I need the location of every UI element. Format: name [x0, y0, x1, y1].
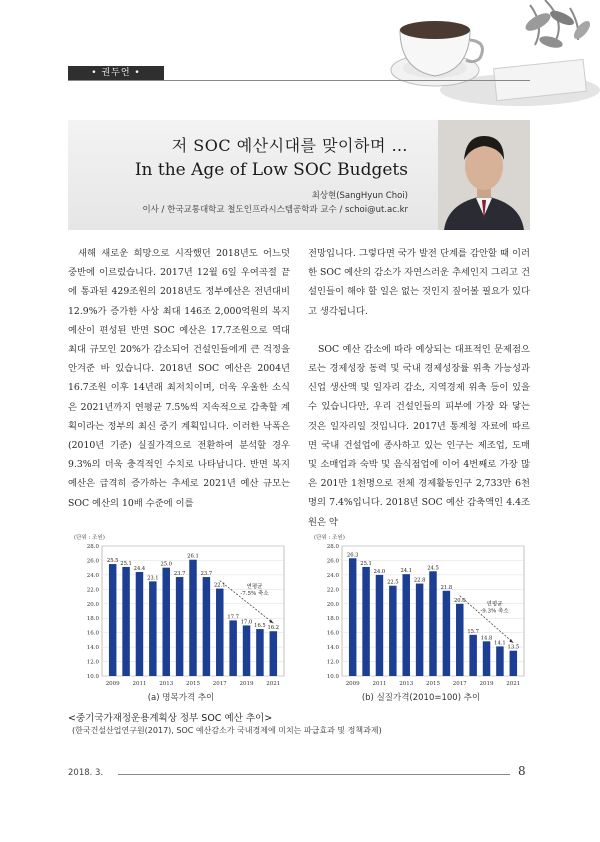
body-paragraph: SOC 예산 감소에 따라 예상되는 대표적인 문제점으로는 경제성장 동력 및 국내 경제성장률 위축 가능성과 신업 생산액 및 일자리 감소, 지역경제 위축 등이 있을 수 있습니다만, 우리 건설인들의 피부에 가장 와 닿는 것은 일자리일 것입니다. 2017년 통계청 자료에 따르면 국내 건설업에 종사하고 있는 인구는 제조업, 도매 및 소매업과 숙박 및 음식점업에 이어 4번째로 가장 많은 201만 1천명으로 전체 경제활동인구 2,733만 6천명의 7.4%입니다. 2018년 SOC 예산 감축액인 4.4조원은 약: [308, 343, 530, 528]
bar: [189, 560, 196, 676]
data-label: 13.5: [507, 644, 520, 651]
section-tag: • 권두언 •: [68, 66, 164, 80]
data-label: 25.1: [120, 560, 132, 567]
y-tick-label: 22.0: [86, 587, 99, 594]
data-label: 24.1: [400, 568, 413, 575]
body-column-right: [308, 244, 530, 532]
data-label: 17.7: [227, 614, 239, 621]
data-label: 16.2: [267, 625, 280, 632]
y-tick-label: 18.0: [86, 616, 99, 623]
x-tick-label: 2009: [345, 681, 360, 687]
bar: [243, 625, 250, 676]
data-label: 26.3: [346, 552, 359, 559]
trend-annotation: 연평균: [246, 583, 263, 590]
y-tick-label: 26.0: [326, 558, 339, 565]
author-affiliation: 이사 / 한국교통대학교 철도인프라시스템공학과 교수 / schoi@ut.ac.kr: [142, 205, 408, 215]
data-label: 24.4: [133, 566, 146, 572]
bar: [429, 571, 436, 676]
data-label: 23.7: [173, 571, 186, 578]
y-tick-label: 24.0: [326, 572, 339, 579]
bar: [136, 572, 143, 676]
author-name: 최상현(SangHyun Choi): [311, 191, 408, 201]
page-number: 8: [518, 764, 526, 778]
x-tick-label: 2013: [159, 681, 174, 687]
data-label: 25.5: [106, 558, 119, 565]
data-label: 22.8: [413, 577, 426, 584]
x-tick-label: 2011: [372, 681, 387, 687]
y-tick-label: 14.0: [86, 645, 99, 652]
data-label: 26.1: [187, 553, 199, 560]
x-tick-label: 2015: [186, 681, 200, 687]
x-tick-label: 2011: [132, 681, 147, 687]
chart-caption: (a) 명목가격 추이: [147, 693, 215, 703]
data-label: 14.1: [494, 640, 506, 647]
y-tick-label: 16.0: [326, 630, 339, 637]
y-tick-label: 22.0: [326, 587, 339, 594]
trend-annotation: 연평균: [486, 601, 503, 608]
x-tick-label: 2015: [426, 681, 440, 687]
data-label: 14.8: [480, 635, 493, 642]
data-label: 15.7: [467, 628, 479, 635]
bar: [443, 591, 450, 676]
x-tick-label: 2009: [105, 681, 120, 687]
y-tick-label: 28.0: [326, 544, 339, 550]
bar: [510, 651, 517, 676]
body-paragraph: 새해 새로운 희망으로 시작했던 2018년도 어느덧 중반에 이르렀습니다. 2017년 12월 6일 우여곡절 끝에 통과된 429조원의 2018년도 정부예산은 전년대비 12.9%가 증가한 사상 최대 146조 2,000억원의 복지 예산이 편성된 반면 SOC 예산은 17.7조원으로 역대 최대 규모인 20%가 감소되어 건설인들에게 큰 걱정을 안겨준 바 있습니다. 2018년 SOC 예산은 2004년 16.7조원 이후 14년래 최저치이며, 더욱 우울한 소식은 2021년까지 연평균 7.5%씩 지속적으로 감축할 계획이라는 정부의 최신 중기 계획입니다. 이러한 낙폭은 (2010년 기준) 실질가격으로 전환하여 분석할 경우 9.3%의 더욱 충격적인 수치로 나타납니다. 반면 복지예산은 급격히 증가하는 추세로 2021년 예산 규모는 SOC 예산의 10배 수준에 이를: [68, 248, 290, 509]
x-tick-label: 2019: [239, 681, 254, 687]
body-paragraph: 전망입니다. 그렇다면 국가 발전 단계를 감안할 때 이러한 SOC 예산의 감소가 자연스러운 추세인지 그리고 건설인들이 해야 할 일은 없는 것인지 짚어볼 필요가 있다고 생각됩니다.: [308, 248, 530, 317]
data-label: 25.0: [160, 561, 173, 568]
y-tick-label: 14.0: [326, 645, 339, 652]
bar: [256, 629, 263, 676]
trend-annotation: -7.5% 축소: [240, 590, 269, 597]
bar: [469, 635, 476, 676]
bar: [349, 558, 356, 676]
data-label: 22.1: [213, 582, 226, 589]
chart-caption: (b) 실질가격(2010=100) 추이: [361, 693, 481, 703]
y-tick-label: 26.0: [86, 558, 99, 565]
article-title-korean: 저 SOC 예산시대를 맞이하며 …: [171, 136, 408, 155]
y-tick-label: 16.0: [86, 630, 99, 637]
article-title-english: In the Age of Low SOC Budgets: [134, 160, 408, 180]
data-label: 24.5: [427, 565, 439, 572]
footer-divider: [118, 774, 510, 775]
y-tick-label: 28.0: [86, 544, 99, 550]
bar: [376, 575, 383, 676]
bar: [496, 646, 503, 676]
bar: [229, 620, 236, 676]
bar: [362, 567, 369, 676]
header-divider: [68, 80, 530, 81]
bar: [270, 631, 277, 676]
chart-nominal-price: [72, 524, 290, 704]
y-tick-label: 20.0: [326, 601, 339, 608]
y-tick-label: 18.0: [326, 616, 339, 623]
data-label: 16.5: [254, 623, 266, 630]
x-tick-label: 2019: [479, 681, 494, 687]
bar: [122, 567, 129, 676]
y-tick-label: 24.0: [86, 572, 99, 579]
x-tick-label: 2017: [212, 681, 227, 687]
x-tick-label: 2013: [399, 681, 414, 687]
footer-date: 2018. 3.: [68, 768, 104, 778]
bar: [109, 564, 116, 676]
data-label: 21.8: [440, 584, 453, 591]
bar: [149, 581, 156, 676]
trend-annotation: -9.3% 축소: [480, 608, 509, 615]
data-label: 17.0: [240, 619, 253, 626]
x-tick-label: 2021: [266, 681, 281, 687]
data-label: 20.0: [453, 597, 466, 604]
bar: [162, 568, 169, 676]
data-label: 24.0: [373, 568, 386, 575]
y-tick-label: 12.0: [326, 659, 339, 666]
bar: [483, 641, 490, 676]
coffee-cup-decoration: [330, 0, 600, 110]
figure-source: (한국건설산업연구원(2017), SOC 예산감소가 국내경제에 미치는 파급효과 및 정책과제): [72, 726, 382, 735]
bar: [416, 584, 423, 676]
bar: [176, 577, 183, 676]
bar: [456, 604, 463, 676]
bar: [203, 577, 210, 676]
bar: [389, 586, 396, 676]
data-label: 22.5: [387, 579, 399, 586]
figure-title: <중기국가재정운용계획상 정부 SOC 예산 추이>: [68, 713, 273, 724]
data-label: 23.1: [147, 575, 159, 582]
author-photo: [438, 120, 530, 230]
y-tick-label: 20.0: [86, 601, 99, 608]
bar: [216, 589, 223, 676]
y-tick-label: 12.0: [86, 659, 99, 666]
y-tick-label: 10.0: [326, 674, 339, 680]
chart-real-price: [312, 524, 530, 704]
x-tick-label: 2017: [452, 681, 467, 687]
y-tick-label: 10.0: [86, 674, 99, 680]
unit-label: (단위 : 조원): [314, 535, 345, 541]
data-label: 25.1: [360, 560, 372, 567]
body-column-left: [68, 244, 290, 513]
unit-label: (단위 : 조원): [74, 535, 105, 541]
data-label: 23.7: [200, 571, 213, 578]
x-tick-label: 2021: [506, 681, 521, 687]
bar: [402, 574, 409, 676]
